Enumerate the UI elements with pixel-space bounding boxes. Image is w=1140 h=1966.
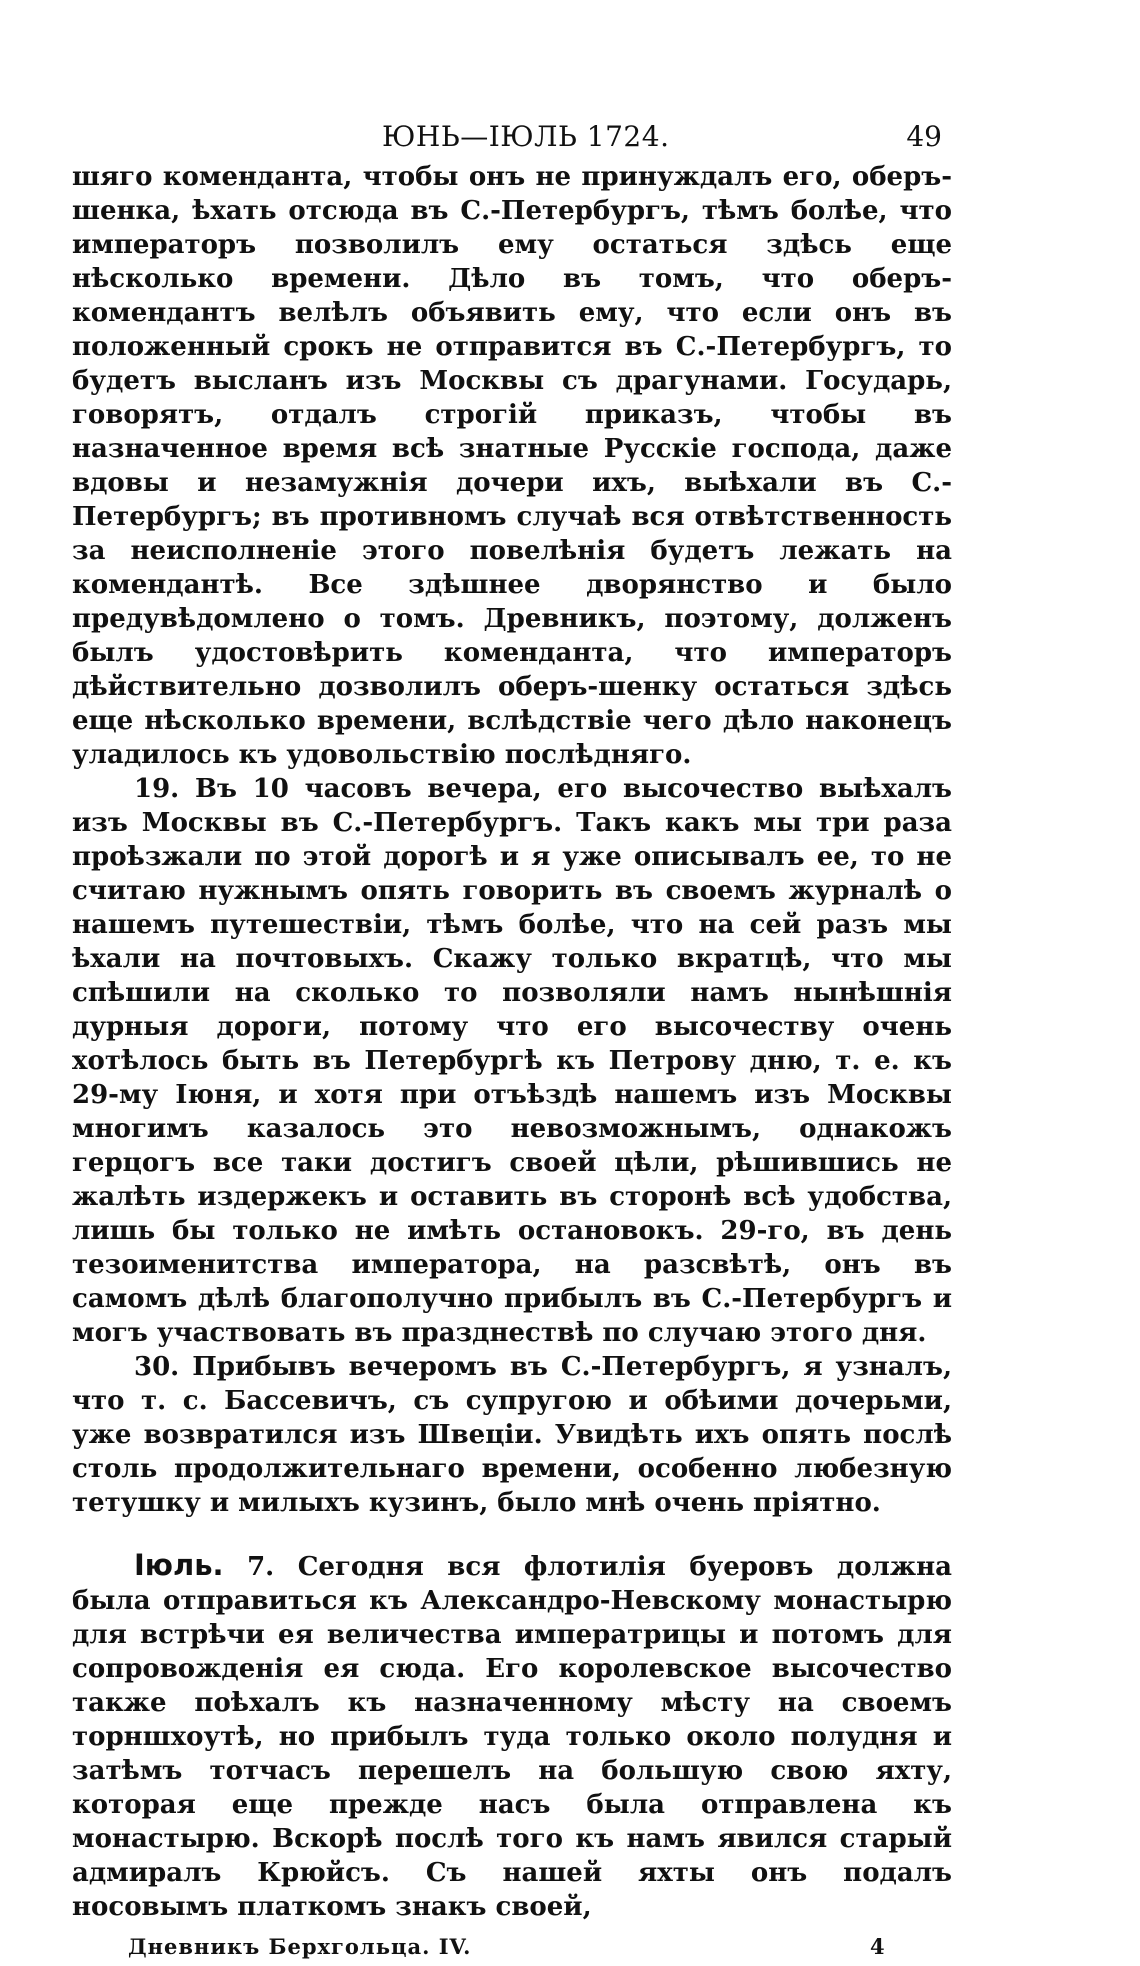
paragraph-text: Въ 10 часовъ вечера, его высочество выѣхалъ изъ Москвы въ С.-Петербургъ. Такъ какъ мы три раза проѣзжали по этой дорогѣ и я уже описывалъ ее, то не считаю нужнымъ опять говорить въ своемъ журналѣ о нашемъ путешествіи, тѣмъ болѣе, что на сей разъ мы ѣхали на почтовыхъ. Скажу только вкратцѣ, что мы спѣшили на сколько то позволяли намъ нынѣшнія дурныя дороги, потому что его высочеству очень хотѣлось быть въ Петербургѣ къ Петрову дню, т. е. къ 29-му Іюня, и хотя при отъѣздѣ нашемъ изъ Москвы многимъ казалось это невозможнымъ, однакожъ герцогъ все таки достигъ своей цѣли, рѣшившись не жалѣть издержекъ и оставить въ сторонѣ всѣ удобства, лишь бы только не имѣть остановокъ. 29-го, въ день тезоименитства императора, на разсвѣтѣ, онъ въ самомъ дѣлѣ благополучно прибылъ въ С.-Петербургъ и могъ участвовать въ празднествѣ по случаю этого дня. (72, 774, 952, 1348)
entry-date: 19. (134, 774, 180, 804)
paragraph-continuation (72, 160, 952, 772)
entry-date: 7. (247, 1552, 275, 1582)
section-spacer (72, 1520, 952, 1548)
running-head (72, 108, 952, 152)
paragraph-text: шяго коменданта, чтобы онъ не принуждалъ его, оберъ-шенка, ѣхать отсюда въ С.-Петербургъ, тѣмъ болѣе, что императоръ позволилъ ему остаться здѣсь еще нѣсколько времени. Дѣло въ томъ, что оберъ-комендантъ велѣлъ объявить ему, что если онъ въ положенный срокъ не отправится въ С.-Петербургъ, то будетъ высланъ изъ Москвы съ драгунами. Государь, говорятъ, отдалъ строгій приказъ, чтобы въ назначенное время всѣ знатные Русскіе господа, даже вдовы и незамужнія дочери ихъ, выѣхали въ С.-Петербургъ; въ противномъ случаѣ вся отвѣтственность за неисполненіе этого повелѣнія будетъ лежать на комендантѣ. Все здѣшнее дворянство и было предувѣдомлено о томъ. Древникъ, поэтому, долженъ былъ удостовѣрить коменданта, что императоръ дѣйствительно дозволилъ оберъ-шенку остаться здѣсь еще нѣсколько времени, вслѣдствіе чего дѣло наконецъ уладилось къ удовольствію послѣдняго. (72, 162, 952, 770)
footer-source: Дневникъ Берхгольца. IV. (128, 1934, 472, 1959)
book-page (72, 108, 952, 1966)
paragraph-text: Сегодня вся флотилія буеровъ должна была отправиться къ Александро-Невскому монастырю для встрѣчи ея величества императрицы и потомъ для сопровожденія ея сюда. Его королевское высочество также поѣхалъ къ назначенному мѣсту на своемъ торншхоутѣ, но прибылъ туда только около полудня и затѣмъ тотчасъ перешелъ на большую свою яхту, которая еще прежде насъ была отправлена къ монастырю. Вскорѣ послѣ того къ намъ явился старый адмиралъ Крюйсъ. Съ нашей яхты онъ подалъ носовымъ платкомъ знакъ своей, (72, 1552, 952, 1922)
month-label: Іюль. (134, 1548, 224, 1582)
page-number: 49 (906, 120, 942, 153)
entry-30 (72, 1350, 952, 1520)
entry-july-7 (72, 1548, 952, 1924)
paragraph-text: Прибывъ вечеромъ въ С.-Петербургъ, я узналъ, что т. с. Бассевичъ, съ супругою и обѣими дочерьми, уже возвратился изъ Швеціи. Увидѣть ихъ опять послѣ столь продолжительнаго времени, особенно любезную тетушку и милыхъ кузинъ, было мнѣ очень пріятно. (72, 1352, 952, 1518)
entry-date: 30. (134, 1352, 180, 1382)
body-text (72, 160, 952, 1924)
page-footer (72, 1930, 952, 1966)
entry-19 (72, 772, 952, 1350)
signature-mark: 4 (870, 1934, 885, 1959)
running-head-title: ЮНЬ—ІЮЛЬ 1724. (382, 120, 670, 153)
